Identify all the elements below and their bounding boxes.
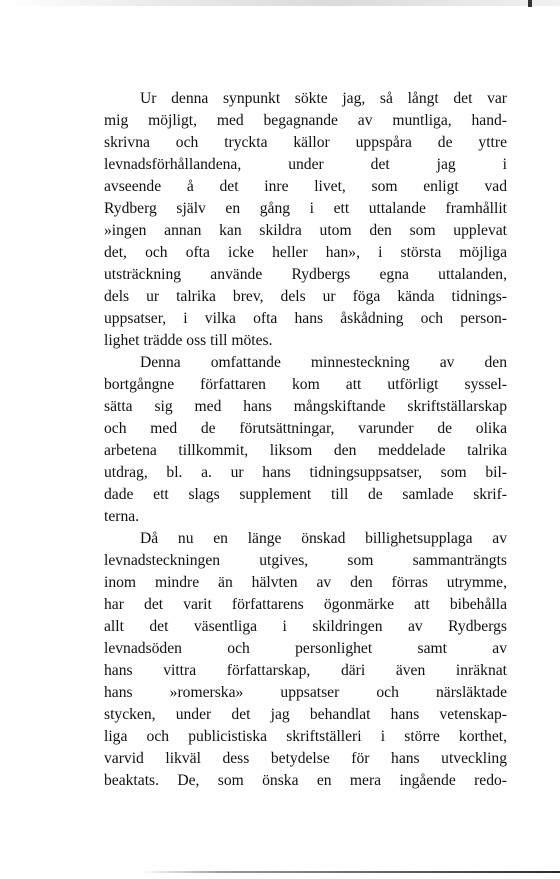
text-line: levnadsförhållandena, under det jag i: [104, 156, 507, 173]
text-line: dels ur talrika brev, dels ur föga kända tidnings-: [104, 288, 507, 305]
text-line: levnadsöden och personlighet samt av: [104, 640, 507, 657]
text-line: arbetena tillkommit, liksom den meddelade talrika: [104, 442, 507, 459]
paragraph-3: [104, 528, 507, 792]
text-line: hans »romerska» uppsatser och närsläktade: [104, 684, 507, 701]
text-line: uppsatser, i vilka ofta hans åskådning och person-: [104, 310, 507, 327]
text-line: och med de förutsättningar, varunder de olika: [104, 420, 507, 437]
text-line: Rydberg själv en gång i ett uttalande framhållit: [104, 200, 507, 217]
page-body: [104, 88, 507, 792]
text-line: Denna omfattande minnesteckning av den: [140, 354, 507, 371]
text-line: varvid likväl dess betydelse för hans utveckling: [104, 750, 507, 767]
text-line: liga och publicistiska skriftställeri i större korthet,: [104, 728, 507, 745]
text-line: mig möjligt, med begagnande av muntliga, hand-: [104, 112, 507, 129]
text-line: stycken, under det jag behandlat hans vetenskap-: [104, 706, 507, 723]
scan-bottom-edge: [0, 861, 560, 879]
text-line: skrivna och tryckta källor uppspåra de yttre: [104, 134, 507, 151]
text-line: levnadsteckningen utgives, som sammanträngts: [104, 552, 507, 569]
text-line: sätta sig med hans mångskiftande skriftställarskap: [104, 398, 507, 415]
text-line: lighet trädde oss till mötes.: [104, 332, 273, 349]
text-line: utsträckning använde Rydbergs egna uttalanden,: [104, 266, 507, 283]
text-line: dade ett slags supplement till de samlade skrif-: [104, 486, 507, 503]
scan-mark: [528, 0, 532, 7]
scan-top-edge: [0, 0, 560, 6]
text-line: det, och ofta icke heller han», i största möjliga: [104, 244, 507, 261]
text-line: bortgångne författaren kom att utförligt syssel-: [104, 376, 507, 393]
text-line: »ingen annan kan skildra utom den som upplevat: [104, 222, 507, 239]
text-line: allt det väsentliga i skildringen av Rydbergs: [104, 618, 507, 635]
scan-bottom-rule: [140, 871, 560, 873]
text-line: utdrag, bl. a. ur hans tidningsuppsatser, som bil-: [104, 464, 507, 481]
text-line: terna.: [104, 508, 140, 525]
text-line: inom mindre än hälvten av den förras utrymme,: [104, 574, 507, 591]
text-line: Då nu en länge önskad billighetsupplaga av: [140, 530, 507, 547]
text-line: har det varit författarens ögonmärke att bibehålla: [104, 596, 507, 613]
text-line: Ur denna synpunkt sökte jag, så långt det var: [140, 90, 507, 107]
paragraph-2: [104, 352, 507, 528]
text-line: beaktats. De, som önska en mera ingående redo-: [104, 772, 507, 789]
text-line: avseende å det inre livet, som enligt vad: [104, 178, 507, 195]
text-line: hans vittra författarskap, däri även inräknat: [104, 662, 507, 679]
paragraph-1: [104, 88, 507, 352]
